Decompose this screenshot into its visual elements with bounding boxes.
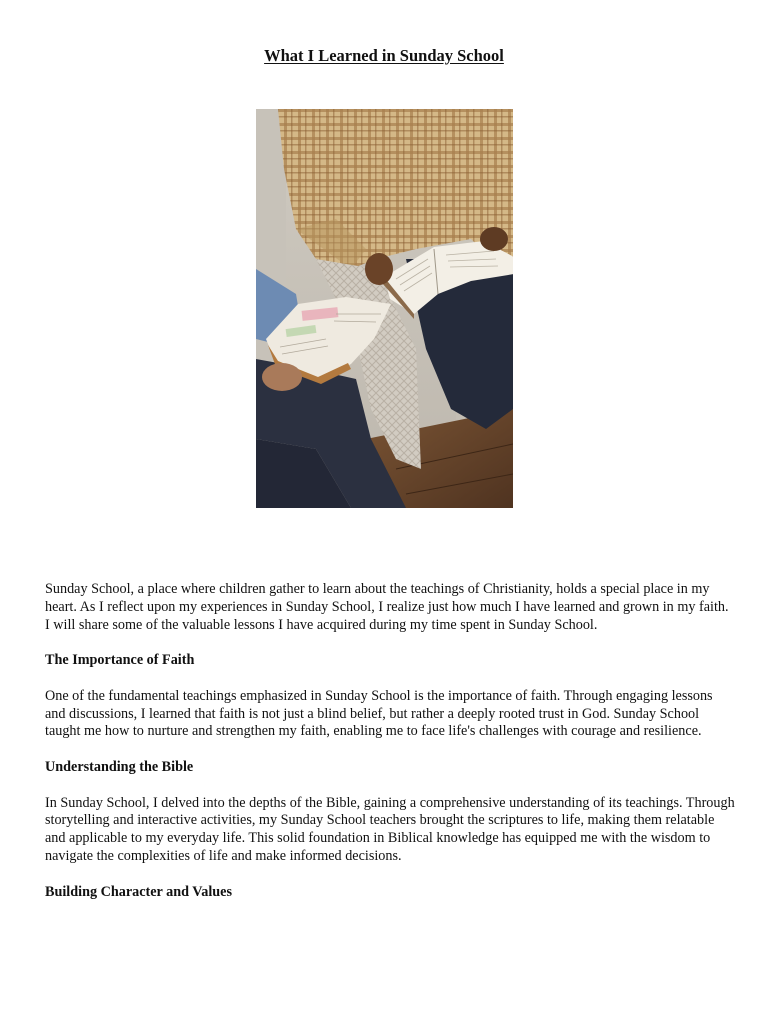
- section-heading-bible: Understanding the Bible: [45, 758, 194, 775]
- section-body-faith: One of the fundamental teachings emphasized in Sunday School is the importance of faith. Through engaging lessons and discussions, I learned that faith is not just a blind belief, but rather a deeply rooted trust in God. Sunday School taught me how to nurture and strengthen my faith, enabling me to face life's challenges with courage and resilience.: [45, 687, 713, 740]
- section-body-bible: In Sunday School, I delved into the depths of the Bible, gaining a comprehensive understanding of its teachings. Through storytelling and interactive activities, my Sunday School teachers brought the scriptures to life, making them relatable and applicable to my everyday life. This solid foundation in Biblical knowledge has equipped me with the wisdom to navigate the complexities of life and make informed decisions.: [45, 794, 735, 864]
- section-heading-character: Building Character and Values: [45, 883, 232, 900]
- intro-paragraph: Sunday School, a place where children gather to learn about the teachings of Christianity, holds a special place in my heart. As I reflect upon my experiences in Sunday School, I realize just how much I have learned and grown in my faith. I will share some of the valuable lessons I have acquired during my time spent in Sunday School.: [45, 581, 729, 633]
- photo-people-reading-bibles: [256, 109, 513, 508]
- document-body: [45, 581, 735, 919]
- document-title: What I Learned in Sunday School: [264, 46, 504, 65]
- section-heading-faith: The Importance of Faith: [45, 652, 195, 669]
